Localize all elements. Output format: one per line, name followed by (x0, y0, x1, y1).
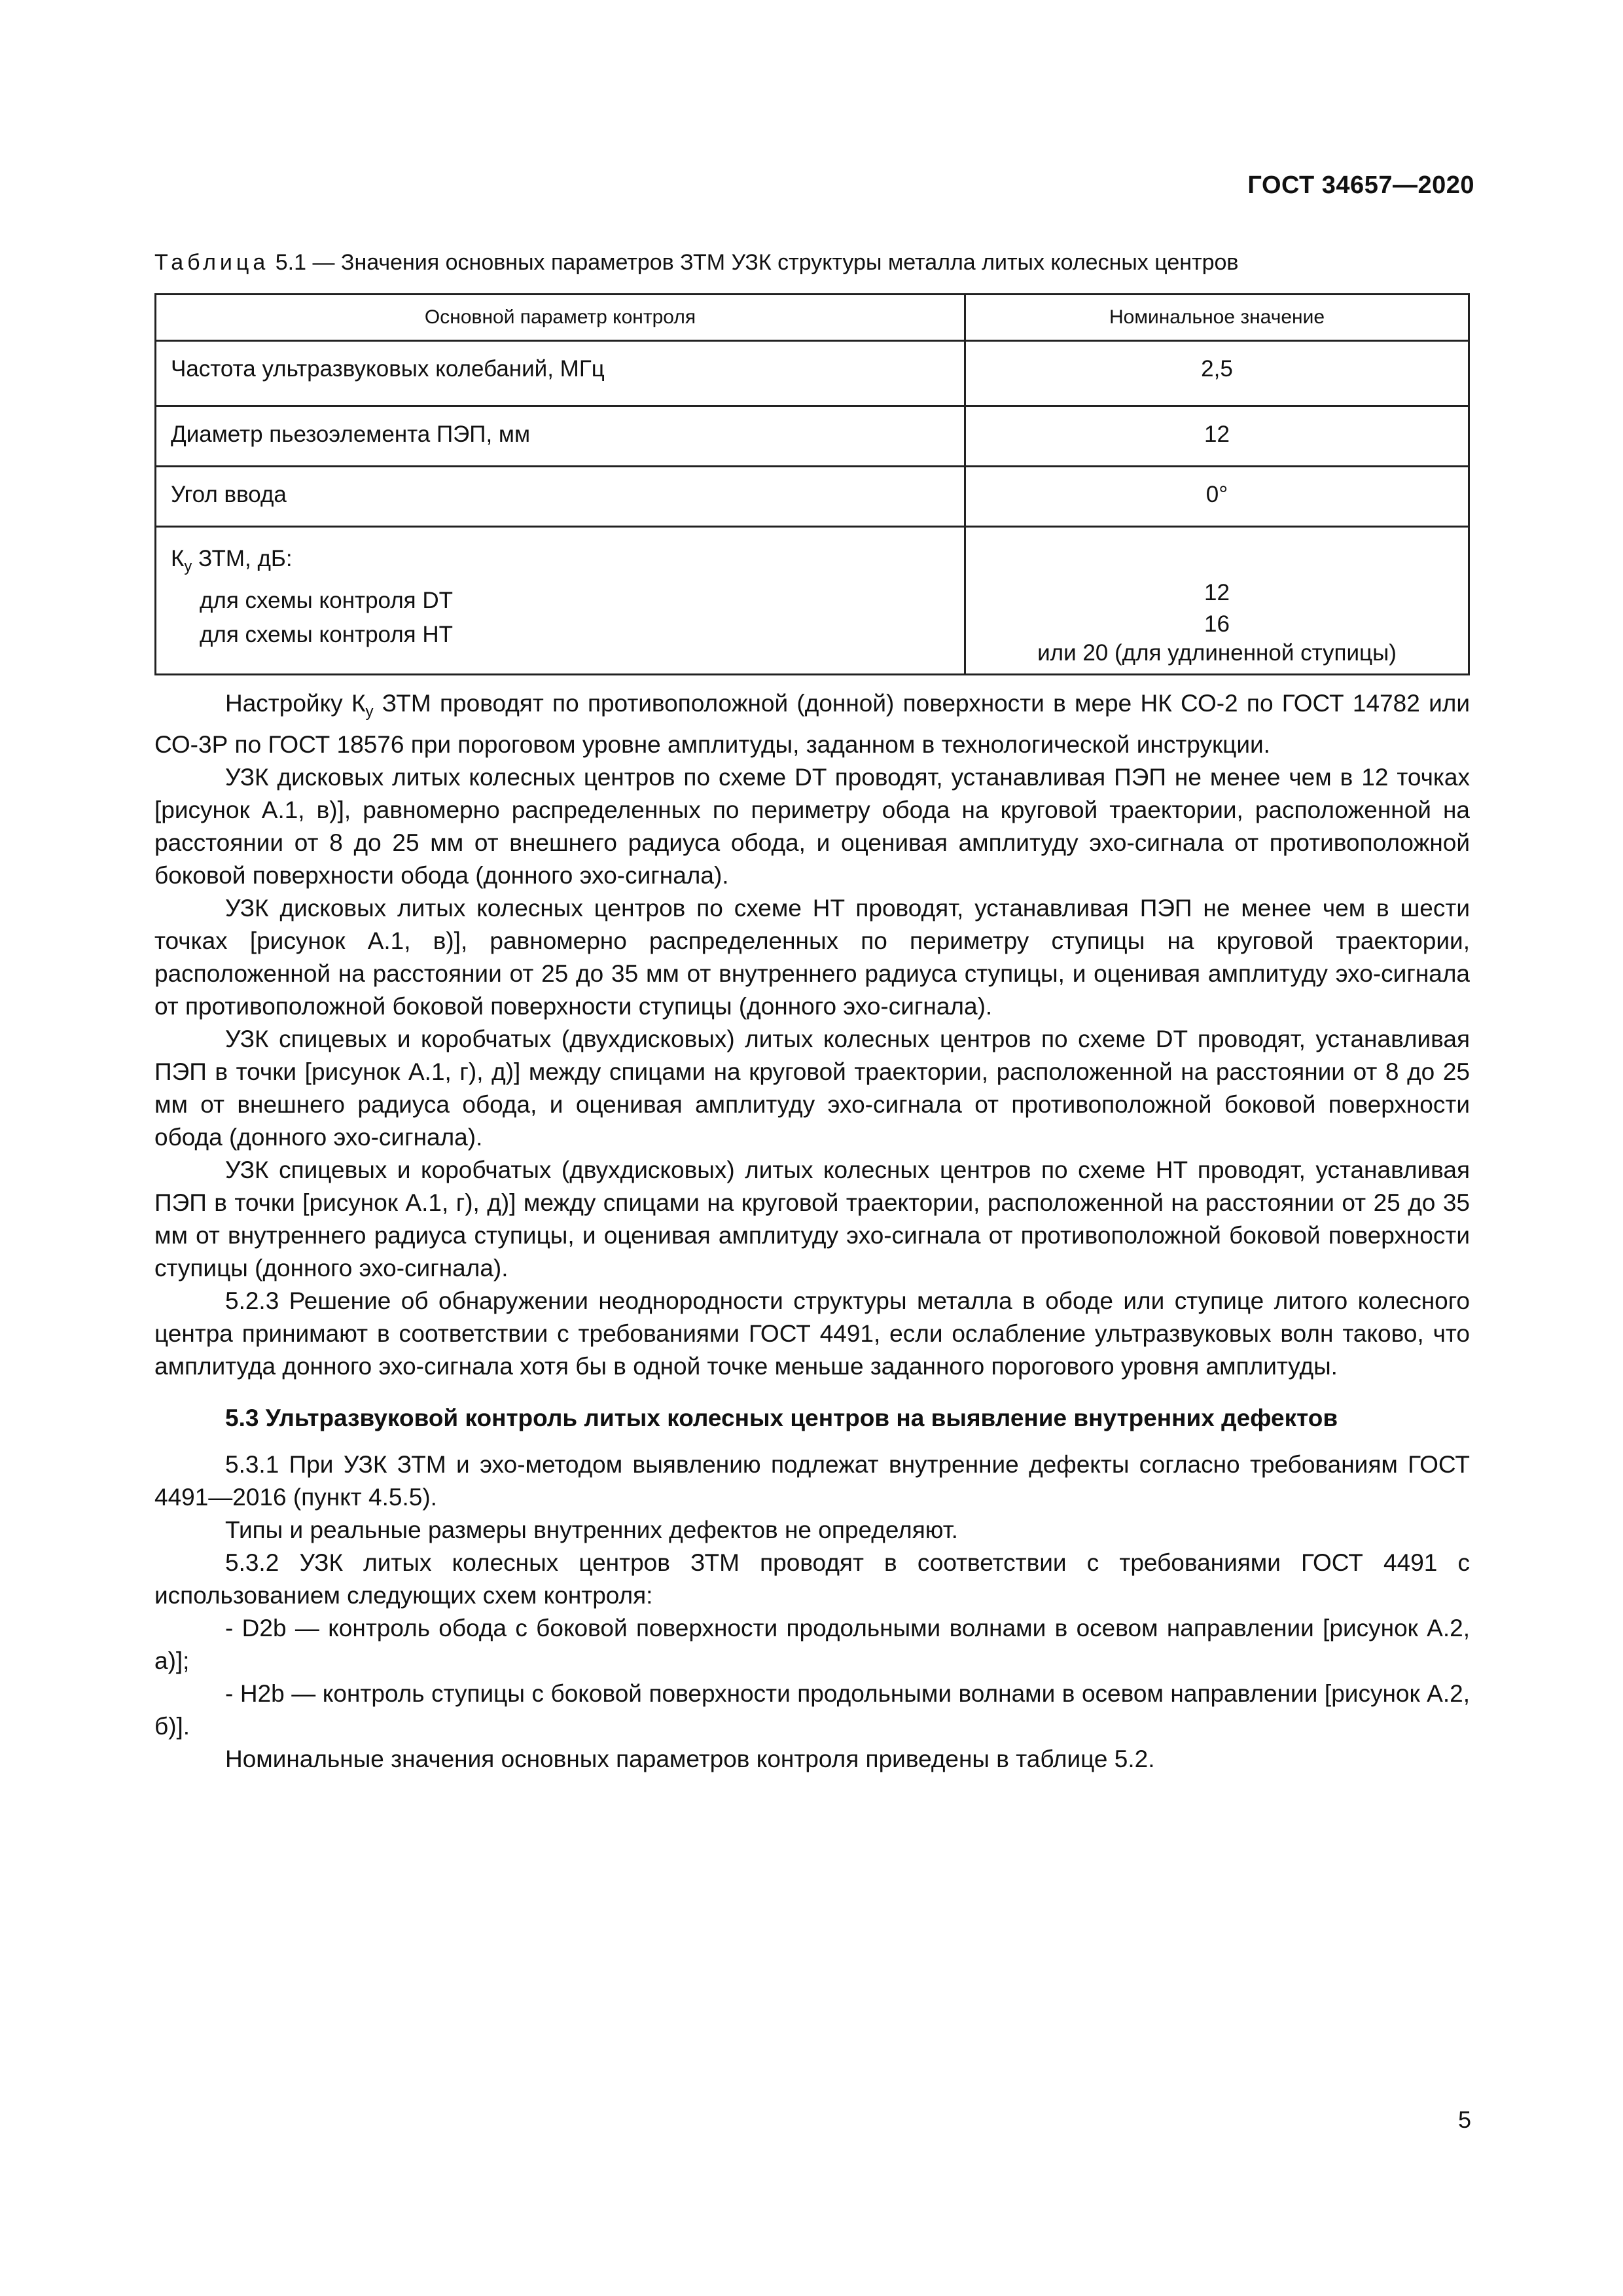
paragraph: УЗК дисковых литых колесных центров по схеме HT проводят, устанавливая ПЭП не менее чем в шести точках [рисунок А.1, в)], равномерно распределенных по периметру ступицы на круговой траектории, расположенной на расстоянии от 25 до 35 мм от внутреннего радиуса ступицы, и оценивая амплитуду эхо-сигнала от противоположной боковой поверхности ступицы (донного эхо-сигнала). (154, 895, 1470, 1020)
ky-value-spacer (967, 542, 1467, 576)
ky-value-dt: 12 (1204, 580, 1230, 605)
column-header-value: Номинальное значение (965, 295, 1469, 341)
table-row (156, 406, 1469, 467)
parameter-cell: Угол ввода (156, 467, 965, 527)
paragraph: Номинальные значения основных параметров контроля приведены в таблице 5.2. (225, 1746, 1155, 1772)
list-item: - H2b — контроль ступицы с боковой поверхности продольными волнами в осевом направлении [рисунок А.2, б)]. (154, 1680, 1470, 1740)
body-text (154, 687, 1470, 1776)
document-code: ГОСТ 34657—2020 (1247, 171, 1474, 199)
table-row-ky (156, 527, 1469, 675)
table-caption-text: 5.1 — Значения основных параметров ЗТМ УЗК структуры металла литых колесных центров (275, 250, 1239, 275)
paragraph: Типы и реальные размеры внутренних дефектов не определяют. (225, 1516, 958, 1543)
ky-subscript: у (365, 703, 374, 721)
value-cell: 0° (965, 467, 1469, 527)
parameters-table (154, 293, 1470, 675)
value-cell: 12 (965, 406, 1469, 467)
paragraph: 5.3.1 При УЗК ЗТМ и эхо-методом выявлению подлежат внутренние дефекты согласно требованиям ГОСТ 4491—2016 (пункт 4.5.5). (154, 1451, 1470, 1511)
paragraph (154, 687, 1470, 761)
paragraph: УЗК спицевых и коробчатых (двухдисковых) литых колесных центров по схеме HT проводят, устанавливая ПЭП в точки [рисунок А.1, г), д)] между спицами на круговой траектории, расположенной на расстоянии от 25 до 35 мм от внутреннего радиуса ступицы, и оценивая амплитуду эхо-сигнала от противоположной боковой поверхности ступицы (донного эхо-сигнала). (154, 1157, 1470, 1282)
ky-rest: ЗТМ, дБ: (192, 546, 293, 571)
table-header-row (156, 295, 1469, 341)
value-cell (965, 527, 1469, 675)
parameter-cell (156, 527, 965, 675)
paragraph-part: ЗТМ проводят по противоположной (донной) поверхности в мере НК СО-2 по ГОСТ 14782 или СО-3Р по ГОСТ 18576 при пороговом уровне амплитуды, заданном в технологической инструкции. (154, 690, 1470, 758)
page-number: 5 (1457, 2106, 1471, 2133)
ky-subscript: у (184, 558, 192, 575)
ky-value-ht-alt: или 20 (для удлиненной ступицы) (1037, 640, 1397, 666)
value-cell: 2,5 (965, 341, 1469, 406)
parameter-cell: Частота ультразвуковых колебаний, МГц (156, 341, 965, 406)
table-row (156, 467, 1469, 527)
ky-line-ht: для схемы контроля HT (200, 622, 453, 647)
table-caption-label: Таблица (154, 250, 270, 275)
paragraph: 5.2.3 Решение об обнаружении неоднородности структуры металла в ободе или ступице литого колесного центра принимают в соответствии с требованиями ГОСТ 4491, если ослабление ультразвуковых волн таково, что амплитуда донного эхо-сигнала хотя бы в одной точке меньше заданного порогового уровня амплитуды. (154, 1287, 1470, 1380)
column-header-parameter: Основной параметр контроля (156, 295, 965, 341)
table-caption (154, 250, 1238, 276)
section-heading: 5.3 Ультразвуковой контроль литых колесных центров на выявление внутренних дефектов (225, 1405, 1338, 1431)
ky-line-dt: для схемы контроля DT (200, 588, 453, 613)
parameter-cell: Диаметр пьезоэлемента ПЭП, мм (156, 406, 965, 467)
ky-letter: К (171, 546, 185, 571)
table-row (156, 341, 1469, 406)
ky-value-ht: 16 (1204, 611, 1230, 637)
paragraph: УЗК дисковых литых колесных центров по схеме DT проводят, устанавливая ПЭП не менее чем в 12 точках [рисунок А.1, в)], равномерно распределенных по периметру обода на круговой траектории, расположенной на расстоянии от 8 до 25 мм от внешнего радиуса обода, и оценивая амплитуду эхо-сигнала от противоположной боковой поверхности обода (донного эхо-сигнала). (154, 764, 1470, 889)
list-item: - D2b — контроль обода с боковой поверхности продольными волнами в осевом направлении [рисунок А.2, а)]; (154, 1615, 1470, 1674)
paragraph: УЗК спицевых и коробчатых (двухдисковых) литых колесных центров по схеме DT проводят, устанавливая ПЭП в точки [рисунок А.1, г), д)] между спицами на круговой траектории, расположенной на расстоянии от 8 до 25 мм от внешнего радиуса обода, и оценивая амплитуду эхо-сигнала от противоположной боковой поверхности обода (донного эхо-сигнала). (154, 1026, 1470, 1151)
paragraph-part: Настройку К (225, 690, 366, 717)
ky-label (171, 542, 951, 584)
paragraph: 5.3.2 УЗК литых колесных центров ЗТМ проводят в соответствии с требованиями ГОСТ 4491 с использованием следующих схем контроля: (154, 1549, 1470, 1609)
